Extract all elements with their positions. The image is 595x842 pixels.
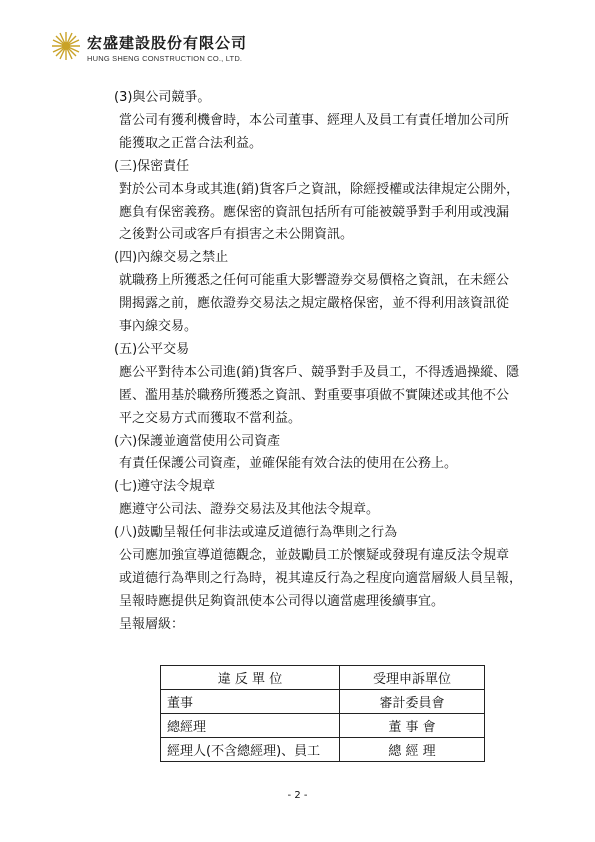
table-header-cell: 受理申訴單位 <box>340 666 485 690</box>
body-text-line: 能獲取之正當合法利益。 <box>119 136 263 151</box>
body-text-line: 之後對公司或客戶有損害之未公開資訊。 <box>119 227 354 242</box>
body-text-line: 平之交易方式而獲取不當利益。 <box>119 411 302 426</box>
section-heading: (3)與公司競爭。 <box>114 90 211 105</box>
section-heading: (六)保護並適當使用公司資產 <box>114 434 281 449</box>
violating-unit-cell: 總經理 <box>161 714 340 738</box>
company-name: 宏盛建設股份有限公司 <box>87 34 248 52</box>
body-text-line: 事內線交易。 <box>119 319 198 334</box>
page-number: - 2 - <box>287 790 308 801</box>
company-logo-icon <box>49 29 83 63</box>
body-text-line: 應公平對待本公司進(銷)貨客戶、競爭對手及員工，不得透過操縱、隱 <box>119 365 520 380</box>
reporting-levels-table-wrapper <box>160 665 485 762</box>
section-heading: (七)遵守法令規章 <box>114 479 216 494</box>
body-text-line: 就職務上所獲悉之任何可能重大影響證券交易價格之資訊，在未經公 <box>119 273 510 288</box>
body-text-line: 呈報時應提供足夠資訊使本公司得以適當處理後續事宜。 <box>119 594 445 609</box>
body-text-line: 呈報層級： <box>119 617 185 632</box>
violating-unit-cell: 董事 <box>161 690 340 714</box>
complaint-handling-unit-cell: 審計委員會 <box>340 690 485 714</box>
reporting-levels-table <box>160 665 485 762</box>
table-row <box>161 690 485 714</box>
body-text-line: 匿、濫用基於職務所獲悉之資訊、對重要事項做不實陳述或其他不公 <box>119 388 510 403</box>
body-text-line: 應遵守公司法、證券交易法及其他法令規章。 <box>119 502 380 517</box>
body-text-line: 公司應加強宣導道德觀念，並鼓勵員工於懷疑或發現有違反法令規章 <box>119 548 510 563</box>
table-row <box>161 738 485 762</box>
body-text-line: 或道德行為準則之行為時，視其違反行為之程度向適當層級人員呈報， <box>119 571 523 586</box>
section-heading: (五)公平交易 <box>114 342 190 357</box>
letterhead <box>49 29 289 71</box>
company-name-english: HUNG SHENG CONSTRUCTION CO., LTD. <box>87 54 243 63</box>
complaint-handling-unit-cell: 總 經 理 <box>340 738 485 762</box>
section-heading: (四)內線交易之禁止 <box>114 250 229 265</box>
section-heading: (八)鼓勵呈報任何非法或違反道德行為準則之行為 <box>114 525 398 540</box>
table-header-row <box>161 666 485 690</box>
body-text-line: 當公司有獲利機會時，本公司董事、經理人及員工有責任增加公司所 <box>119 113 510 128</box>
table-header-cell: 違 反 單 位 <box>161 666 340 690</box>
body-text-line: 開揭露之前，應依證券交易法之規定嚴格保密，並不得利用該資訊從 <box>119 296 510 311</box>
body-text-line: 對於公司本身或其進(銷)貨客戶之資訊，除經授權或法律規定公開外， <box>119 182 520 197</box>
violating-unit-cell: 經理人(不含總經理)、員工 <box>161 738 340 762</box>
body-text-line: 有責任保護公司資產，並確保能有效合法的使用在公務上。 <box>119 456 458 471</box>
table-row <box>161 714 485 738</box>
body-text-line: 應負有保密義務。應保密的資訊包括所有可能被競爭對手利用或洩漏 <box>119 205 510 220</box>
complaint-handling-unit-cell: 董 事 會 <box>340 714 485 738</box>
section-heading: (三)保密責任 <box>114 159 190 174</box>
